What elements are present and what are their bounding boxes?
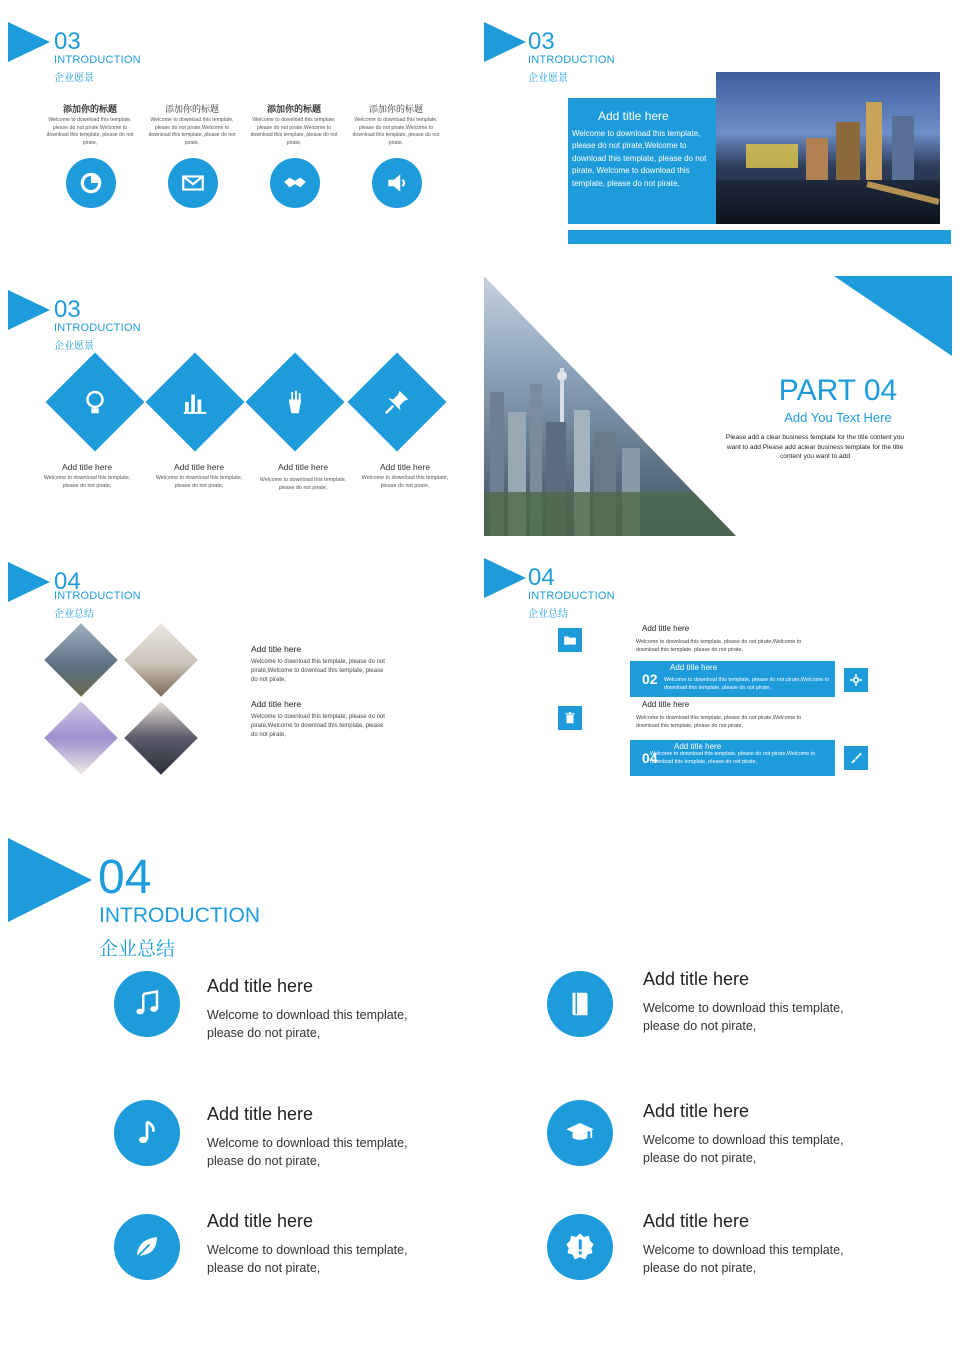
column-title: 添加你的标题 (164, 104, 219, 114)
gear-icon (844, 668, 868, 692)
photo-meeting (44, 701, 118, 775)
section-number: 04 (98, 851, 152, 904)
section-number: 04 (528, 564, 555, 591)
block-title: Add title here (251, 699, 302, 709)
item-body: Welcome to download this template, please do not pirate, (155, 475, 243, 489)
corner-triangle (834, 276, 952, 358)
section-number: 03 (54, 296, 81, 323)
feature-body: Welcome to download this template, please do not pirate,Welcome to download this template, please do not pirate, Welcome to download this template, please do not pirate, (572, 129, 707, 188)
feature-title: Add title here (598, 109, 669, 123)
slide-steps-list (484, 544, 960, 812)
header-triangle (8, 22, 50, 62)
slide-city-feature (484, 0, 960, 268)
column-body: Welcome to download this template, please do not pirate,Welcome to download this template, please do not pirate, (352, 117, 440, 146)
item-title: Add title here (207, 1104, 314, 1124)
section-subtitle: 企业总结 (528, 609, 568, 620)
pie-chart-icon (66, 158, 116, 208)
section-intro: INTRODUCTION (528, 590, 615, 602)
part-body: Please add a clear business template for the title content you want to add Please add aclear business template for the title content you want to add (725, 434, 905, 461)
item-body-line2: please do not pirate, (643, 1019, 757, 1033)
slide-summary-grid (0, 816, 960, 1352)
item-title: Add title here (643, 969, 750, 989)
section-number: 03 (528, 28, 555, 55)
item-body: Welcome to download this template, please do not pirate, (43, 475, 131, 489)
item-body-line1: Welcome to download this template, (207, 1136, 408, 1150)
row-body: Welcome to download this template, please do not pirate,Welcome to download this template, please do not pirate, (636, 639, 802, 654)
item-body: Welcome to download this template, please do not pirate, (361, 475, 449, 489)
eighth-note-icon (114, 1100, 180, 1166)
row-body: Welcome to download this template, please do not pirate,Welcome to download this template, please do not pirate, (664, 677, 830, 692)
row-body: Welcome to download this template, please do not pirate,Welcome to download this template, please do not pirate, (636, 715, 802, 730)
step-number: 04 (642, 750, 658, 766)
section-number: 04 (54, 568, 81, 595)
speaker-icon (372, 158, 422, 208)
section-intro: INTRODUCTION (99, 904, 260, 927)
item-body-line1: Welcome to download this template, (207, 1243, 408, 1257)
block-title: Add title here (251, 644, 302, 654)
header-triangle (484, 22, 526, 62)
section-intro: INTRODUCTION (54, 322, 141, 334)
column-body: Welcome to download this template, please do not pirate,Welcome to download this template, please do not pirate, (46, 117, 134, 146)
section-subtitle: 企业愿景 (54, 73, 94, 84)
section-subtitle: 企业愿景 (528, 73, 568, 84)
step-number: 02 (642, 671, 658, 687)
feature-baseline-bar (568, 230, 951, 244)
music-note-icon (114, 971, 180, 1037)
feature-box (568, 98, 716, 224)
pencil-cup-icon (277, 384, 313, 420)
leaf-icon (114, 1214, 180, 1280)
row-title: Add title here (642, 700, 690, 709)
column-title: 添加你的标题 (62, 104, 117, 114)
row-title: Add title here (642, 624, 690, 633)
alert-badge-icon (547, 1214, 613, 1280)
section-subtitle: 企业愿景 (54, 341, 94, 352)
slide-photo-diamonds (0, 544, 476, 812)
item-title: Add title here (643, 1211, 750, 1231)
item-title: Add title here (643, 1101, 750, 1121)
header-triangle (484, 558, 526, 598)
item-title: Add title here (173, 462, 225, 472)
section-subtitle: 企业总结 (99, 939, 176, 960)
graduation-cap-icon (547, 1100, 613, 1166)
header-triangle (8, 562, 50, 602)
column-body: Welcome to download this template, please do not pirate,Welcome to download this template, please do not pirate, (148, 117, 236, 146)
slide-part-cover (484, 272, 960, 540)
item-body-line1: Welcome to download this template, (643, 1133, 844, 1147)
header-triangle (8, 838, 92, 922)
section-subtitle: 企业总结 (54, 609, 94, 620)
row-title: Add title here (674, 742, 722, 751)
lightbulb-icon (77, 384, 113, 420)
item-body: Welcome to download this template, please do not pirate, (259, 477, 347, 491)
item-title: Add title here (207, 1211, 314, 1231)
column-title: 添加你的标题 (368, 104, 423, 114)
photo-businessman (124, 701, 198, 775)
item-body-line2: please do not pirate, (207, 1026, 321, 1040)
folder-icon (558, 628, 582, 652)
item-title: Add title here (207, 976, 314, 996)
envelope-icon (168, 158, 218, 208)
pushpin-icon (379, 384, 415, 420)
part-heading: PART 04 (778, 374, 898, 407)
part-subtitle: Add You Text Here (784, 410, 892, 425)
section-intro: INTRODUCTION (54, 54, 141, 66)
block-body: Welcome to download this template, please do not pirate,Welcome to download this template, please do not pirate, (251, 659, 385, 683)
brush-icon (844, 746, 868, 770)
header-triangle (8, 290, 50, 330)
item-body-line2: please do not pirate, (207, 1154, 321, 1168)
city-triangle-photo (484, 272, 740, 540)
row-body: Welcome to download this template, please do not pirate,Welcome to download this template, please do not pirate, (650, 751, 816, 766)
city-night-photo (716, 72, 940, 224)
handshake-icon (270, 158, 320, 208)
item-body-line2: please do not pirate, (643, 1261, 757, 1275)
item-body-line2: please do not pirate, (207, 1261, 321, 1275)
block-body: Welcome to download this template, please do not pirate,Welcome to download this template, please do not pirate, (251, 714, 385, 738)
column-title: 添加你的标题 (266, 104, 321, 114)
item-title: Add title here (277, 462, 329, 472)
section-intro: INTRODUCTION (54, 590, 141, 602)
photo-desk-laptop (124, 623, 198, 697)
book-icon (547, 971, 613, 1037)
item-body-line1: Welcome to download this template, (207, 1008, 408, 1022)
trash-icon (558, 706, 582, 730)
slide-diamonds (0, 272, 476, 540)
bar-chart-icon (177, 384, 213, 420)
item-body-line2: please do not pirate, (643, 1151, 757, 1165)
step-bar (630, 661, 835, 697)
step-bar (630, 740, 835, 776)
slide-vision-icons (0, 0, 476, 268)
section-number: 03 (54, 28, 81, 55)
section-intro: INTRODUCTION (528, 54, 615, 66)
item-title: Add title here (61, 462, 113, 472)
photo-city-skyline (44, 623, 118, 697)
row-title: Add title here (670, 663, 718, 672)
column-body: Welcome to download this template, please do not pirate,Welcome to download this template, please do not pirate, (250, 117, 338, 146)
item-body-line1: Welcome to download this template, (643, 1001, 844, 1015)
item-body-line1: Welcome to download this template, (643, 1243, 844, 1257)
item-title: Add title here (379, 462, 431, 472)
